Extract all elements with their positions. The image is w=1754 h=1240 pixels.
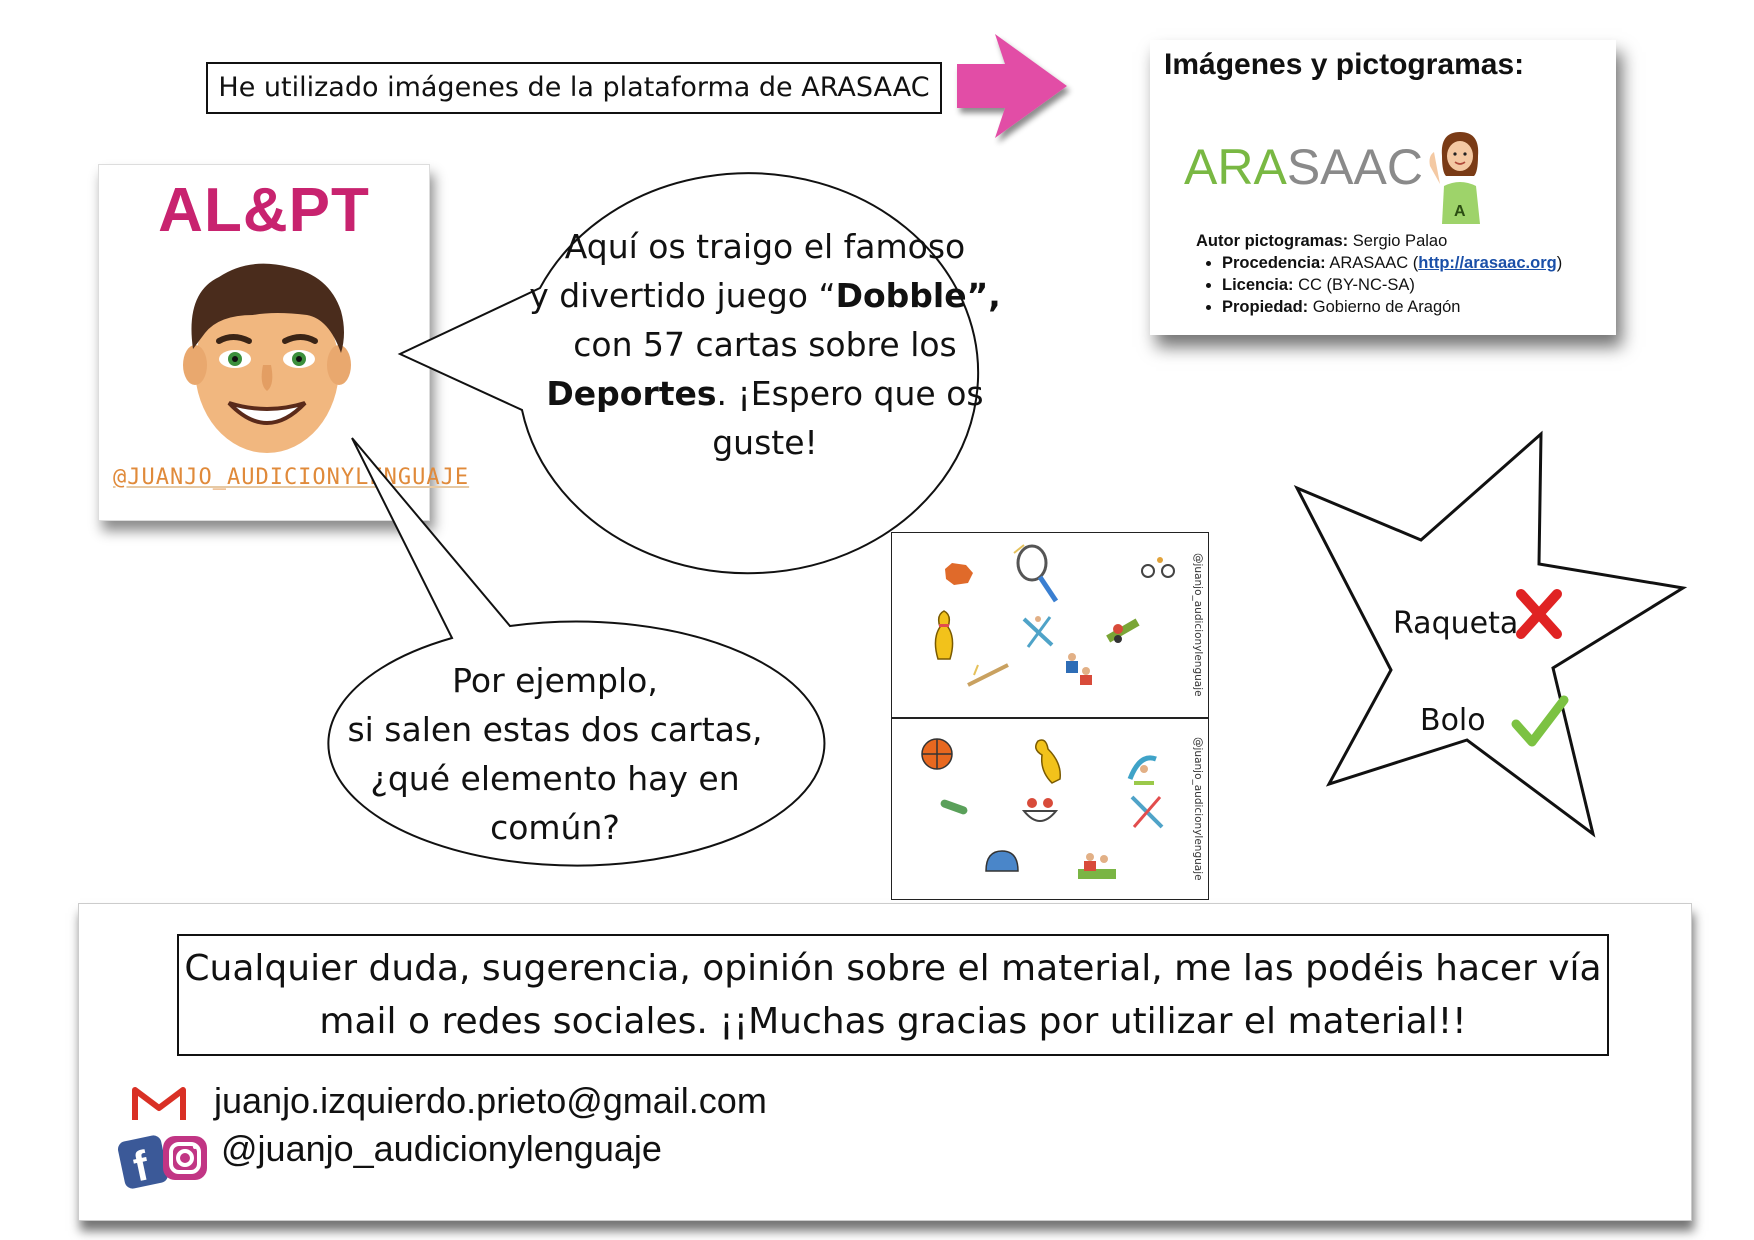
- surfer-icon: [1126, 749, 1160, 789]
- contact-email[interactable]: juanjo.izquierdo.prieto@gmail.com: [214, 1080, 767, 1121]
- football-players-icon-2: [1076, 849, 1118, 883]
- facebook-instagram-icon: [117, 1130, 217, 1192]
- svg-text:A: A: [1454, 203, 1466, 220]
- arasaac-logo: ARASAAC: [1184, 139, 1423, 195]
- helmet-icon: [982, 847, 1022, 875]
- credit-author: Autor pictogramas: Sergio Palao: [1196, 232, 1448, 250]
- svg-text:f: f: [129, 1141, 153, 1191]
- credit-source: • Procedencia: ARASAAC (http://arasaac.org): [1222, 252, 1562, 274]
- green-check-icon: [1510, 694, 1570, 750]
- red-cross-icon: [1515, 588, 1563, 640]
- gymnast-icon: [1020, 613, 1056, 651]
- brand-title: AL&PT: [158, 176, 370, 245]
- footer-message: Cualquier duda, sugerencia, opinión sobre el material, me las podéis hacer vía mail o redes sociales. ¡¡Muchas gracias por utilizar el material!!: [177, 934, 1609, 1056]
- bowling-pin-icon: [932, 609, 956, 661]
- social-handle[interactable]: @juanjo_audicionylenguaje: [221, 1128, 662, 1169]
- baseball-bat-icon: [964, 661, 1012, 687]
- credits-title: Imágenes y pictogramas:: [1164, 48, 1525, 81]
- footer-panel: [78, 903, 1692, 1221]
- bolo-label: Bolo: [1420, 703, 1486, 738]
- dobble-card-1: [891, 532, 1209, 718]
- arasaac-link[interactable]: http://arasaac.org: [1418, 254, 1557, 272]
- football-players-icon: [1060, 649, 1096, 689]
- tennis-racket-icon: [1012, 543, 1062, 605]
- boxing-icon: [1018, 797, 1062, 829]
- bowling-pin-icon-2: [1032, 737, 1068, 785]
- avatar-handle: @JUANJO_AUDICIONYLENGUAJE: [113, 465, 470, 490]
- cyclist-icon: [1140, 555, 1176, 579]
- card-1-handle: @juanjo_audicionylenguaje: [1192, 553, 1204, 697]
- gymnast-icon-2: [1128, 793, 1166, 831]
- raqueta-label: Raqueta: [1393, 606, 1519, 641]
- credit-license: • Licencia: CC (BY-NC-SA): [1222, 274, 1562, 296]
- skateboard-icon: [938, 797, 970, 819]
- top-note: He utilizado imágenes de la plataforma de ARASAAC: [206, 62, 942, 114]
- dobble-card-2: [891, 718, 1209, 900]
- bubble-2-text: Por ejemplo, si salen estas dos cartas, ¿qué elemento hay en común?: [347, 661, 763, 847]
- skier-icon: [1102, 607, 1142, 651]
- bubble-1-text: Aquí os traigo el famoso y divertido juego “Dobble”, con 57 cartas sobre los Deportes. ¡Espero que os guste!: [529, 227, 1001, 462]
- card-2-handle: @juanjo_audicionylenguaje: [1192, 737, 1204, 881]
- gmail-icon: [131, 1084, 187, 1124]
- basketball-icon: [920, 737, 954, 771]
- rugby-ball-icon: [942, 561, 976, 587]
- credit-owner: • Propiedad: Gobierno de Aragón: [1222, 296, 1562, 318]
